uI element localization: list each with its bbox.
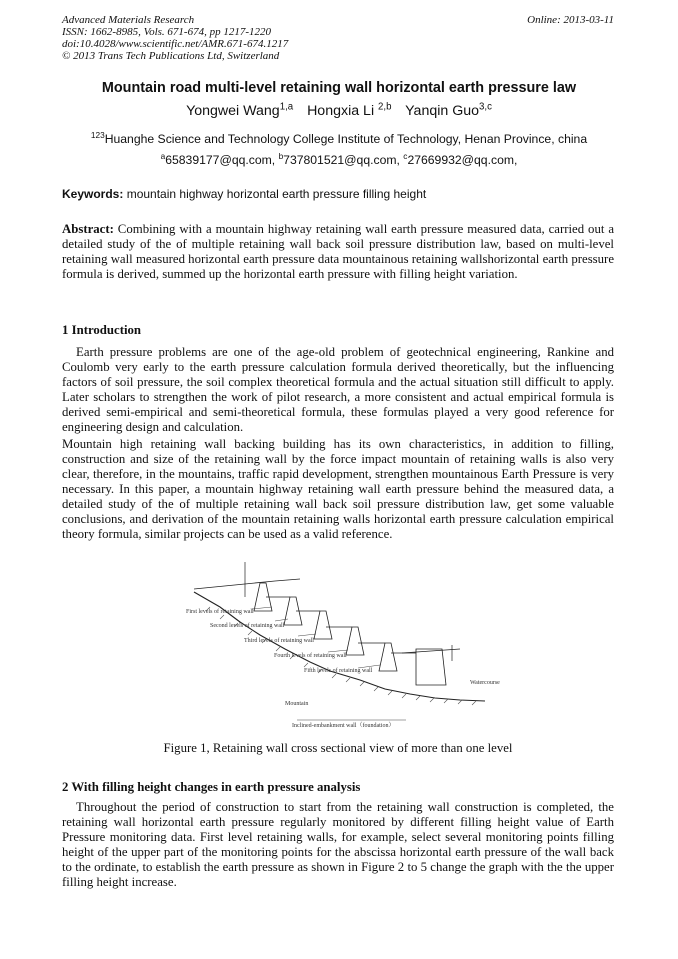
online-date: Online: 2013-03-11 — [527, 14, 614, 26]
abstract-text: Combining with a mountain highway retaining wall earth pressure measured data, carried out a detailed study of the of multiple retaining wall back soil pressure distribution law, based on multi-level retaining wall measured horizontal earth pressure data mountainous retaining wallshorizontal earth pressure formula is derived, summed up the horizontal earth pressure with filling height variation. — [62, 222, 614, 281]
inclined-embankment-wall — [416, 649, 446, 685]
label-fourth-level: Fourth levels of retaining wall — [274, 653, 347, 659]
email-superscript: c — [403, 150, 408, 161]
intro-paragraph-2: Mountain high retaining wall backing building has its own characteristics, in addition to filling, construction and size of the retaining wall by the force impact mountain of retaining walls is also very clear, therefore, in the mountains, traffic rapid development, strengthen mountainous Earth Pressure is very necessary. In this paper, a mountain highway retaining wall earth pressure behind the measured data, a detailed study of the of multiple retaining wall back soil pressure distribution law, get some valuable conclusions, and derivation of the mountain retaining walls horizontal earth pressure calculation empirical theory formula, similar projects can be used as a valid reference. — [62, 437, 614, 541]
author-name: Yongwei Wang — [186, 103, 280, 119]
doi: doi:10.4028/www.scientific.net/AMR.671-674.1217 — [62, 38, 289, 50]
author-list — [40, 103, 638, 119]
retaining-wall-diagram — [180, 557, 510, 735]
author-superscript: 1,a — [279, 101, 294, 113]
section2-paragraph: Throughout the period of construction to start from the retaining wall construction is completed, the retaining wall horizontal earth pressure regularly monitored by different filling height value of Earth Pressure monitoring data. First level retaining walls, for example, select several monitoring points filling height of the upper part of the monitoring points for the abscissa horizontal earth pressure of the wall back to the ordinate, to establish the earth pressure as shown in Figure 2 to 5 change the graph with the the upper filling height increase. — [62, 800, 614, 889]
email-superscript: b — [278, 150, 284, 161]
affiliation — [40, 129, 638, 146]
email-text: 65839177@qq.com, — [165, 153, 279, 167]
retaining-wall-level-4 — [346, 627, 364, 655]
affiliation-superscript: 123 — [90, 129, 105, 140]
retaining-wall-level-5 — [379, 643, 397, 671]
figure-1 — [180, 557, 510, 735]
figure-caption: Figure 1, Retaining wall cross sectional view of more than one level — [163, 741, 513, 755]
email-list — [40, 150, 638, 167]
section-heading: 2 With filling height changes in earth pressure analysis — [62, 780, 361, 794]
abstract-label: Abstract: — [62, 222, 114, 236]
label-first-level: First levels of retaining wall — [186, 609, 254, 615]
section-heading: 1 Introduction — [62, 323, 142, 337]
author-name: Hongxia Li — [307, 103, 379, 119]
label-mountain: Mountain — [285, 701, 309, 707]
paper-title: Mountain road multi-level retaining wall horizontal earth pressure law — [101, 80, 577, 96]
keywords-label: Keywords: — [62, 187, 124, 201]
author-name: Yanqin Guo — [405, 103, 480, 119]
journal-name: Advanced Materials Research — [62, 14, 195, 26]
author-superscript: 3,c — [479, 101, 492, 113]
author-superscript: 2,b — [378, 101, 392, 113]
copyright: © 2013 Trans Tech Publications Ltd, Switzerland — [62, 50, 280, 62]
label-third-level: Third levels of retaining wall — [244, 638, 314, 644]
retaining-wall-level-3 — [314, 611, 332, 639]
label-second-level: Second levels of retaining wall — [210, 623, 285, 629]
label-fifth-level: Fifth levels of retaining wall — [304, 668, 373, 674]
issn: ISSN: 1662-8985, Vols. 671-674, pp 1217-1220 — [62, 26, 271, 38]
email-text: 27669932@qq.com, — [407, 153, 518, 167]
intro-paragraph-1: Earth pressure problems are one of the age-old problem of geotechnical engineering, Rankine and Coulomb very early to the earth pressure calculation formula derived theoretically, but the influencing factors of soil pressure, the soil complex theoretical formula and the actual situation still difficult to apply. Later scholars to strengthen the work of pilot research, a more consistent and actual empirical formula is derived semi-empirical and semi-theoretical formula, these formulas played a very good reference for engineering design and calculation. — [62, 345, 614, 434]
journal-header — [62, 14, 614, 62]
email-text: 737801521@qq.com, — [283, 153, 404, 167]
road-surface-line — [194, 579, 300, 589]
email-superscript: a — [160, 150, 166, 161]
abstract — [62, 222, 614, 282]
keywords-text: mountain highway horizontal earth pressure filling height — [123, 187, 427, 201]
keywords — [62, 187, 614, 201]
label-watercourse: Watercourse — [470, 680, 500, 686]
label-embankment: Inclined-embankment wall（foundation） — [292, 723, 395, 729]
affiliation-text: Huanghe Science and Technology College Institute of Technology, Henan Province, china — [104, 132, 588, 146]
